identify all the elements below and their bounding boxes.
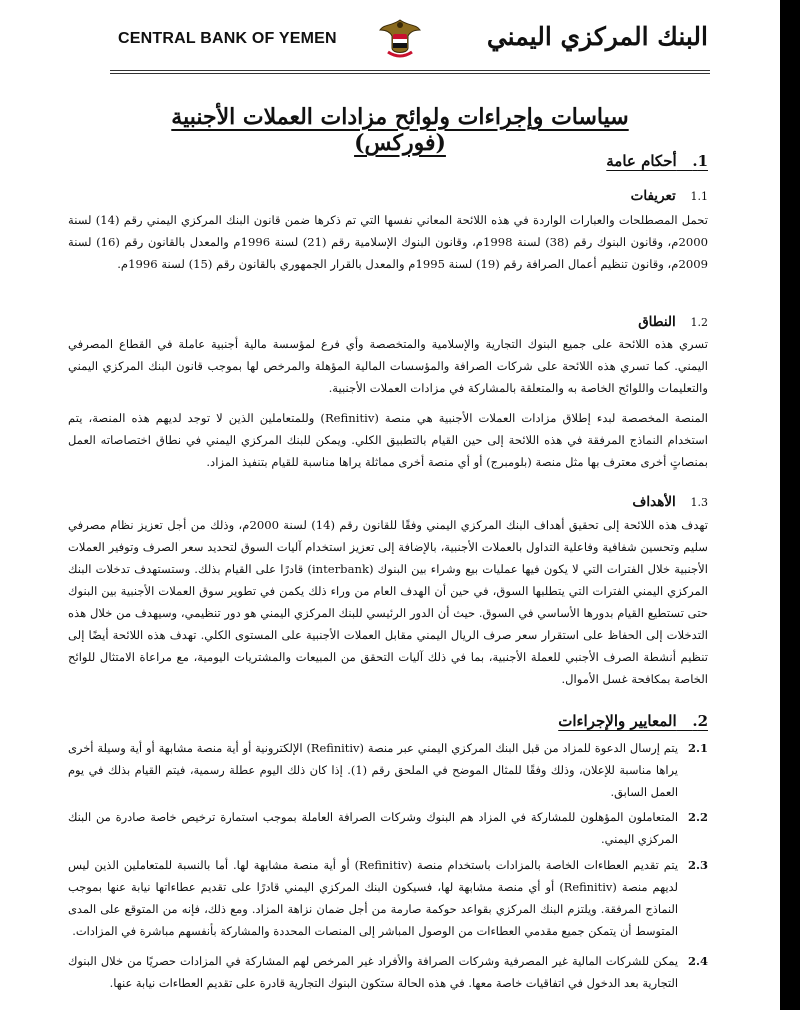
header-divider [110,70,710,71]
paragraph-scope-2: المنصة المخصصة لبدء إطلاق مزادات العملات الأجنبية هي منصة (Refinitiv) وللمتعاملين الذين لا توجد لديهم هذه المنصة، يتم استخدام النماذج المرفقة في هذه اللائحة إلى حين القيام بالتطبيق الكلي. ويمكن للبنك المركزي اليمني في نطاق اختصاصاته العمل بمنصاتٍ أخرى معترف بها مثل منصة (بلومبرج) أو أي منصة أخرى مماثلة يراها مناسبة للقيام بتنفيذ المزاد. [68,411,709,469]
paragraph-objectives: تهدف هذه اللائحة إلى تحقيق أهداف البنك المركزي اليمني وفقًا للقانون رقم (14) لسنة 2000م، وذلك من أجل تعزيز نظام مصرفي سليم وتحسين شفافية وفاعلية التداول بالعملات الأجنبية، بالإضافة إلى تعزيز استخدام آليات السوق لتحديد سعر الصرف وتوفير العملات الأجنبية خلال الفترات التي لا يكون فيها عمليات بيع وشراء بين البنوك (interbank) قادرًا على القيام بذلك. وستستهدف تدخلات البنك المركزي اليمني الفترات التي يتطلبها السوق، في حين أن الهدف العام من وراء ذلك يكمن في تطوير سوق العملات الأجنبية بين البنوك حتى تستطيع القيام بدورها الأساسي في السوق. حيث أن الدور الرئيسي للبنك المركزي اليمني هو دور تنظيمي، وسيهدف من خلال هذه التدخلات إلى الحفاظ على استقرار سعر صرف الريال اليمني مقابل العملات الأجنبية على المستوى الكلي. تهدف هذه اللائحة أيضًا إلى تنظيم أنشطة الصرف الأجنبي للعملة الأجنبية، بما في ذلك آليات التحقق من المبيعات والمشتريات اليومية، مع مراعاة الامتثال للوائح الخاصة بمكافحة غسل الأموال. [68,518,708,686]
item-text: يتم تقديم العطاءات الخاصة بالمزادات باستخدام منصة (Refinitiv) أو أية منصة مشابهة لها. أما بالنسبة للمتعاملين الذين ليس لديهم منصة (Refinitiv) أو أي منصة مشابهة لها، فسيكون البنك المركزي اليمني قادرًا على تقديم عطاءاتها نيابة عنها بموجب النماذج المرفقة. ويلتزم البنك المركزي بقواعد حوكمة صارمة من أجل ضمان نزاهة المزاد. ومع ذلك، فإنه من المتوقع على المدى المتوسط أن يتمكن جميع مقدمي العطاءات من الوصول المباشر إلى المنصات المحددة والمشاركة بأنفسهم مباشرة في المزادات. [68,858,678,938]
section-2-heading [558,712,708,730]
header-arabic-name: البنك المركزي اليمني [486,22,708,51]
document-title: سياسات وإجراءات ولوائح مزادات العملات الأجنبية (فوركس) [171,104,629,156]
subsection-1-2-heading [638,314,708,330]
paragraph-definitions: تحمل المصطلحات والعبارات الواردة في هذه اللائحة المعاني نفسها التي تم ذكرها ضمن قانون البنك المركزي اليمني رقم (14) لسنة 2000م، وقانون البنوك رقم (38) لسنة 1998م، وقانون البنوك الإسلامية رقم (21) لسنة 1996م والمعدل بالقانون رقم (16) لسنة 2009م، وقانون تنظيم أعمال الصرافة رقم (19) لسنة 1995م والمعدل بالقرار الجمهوري بالقانون رقم (15) لسنة 1996م. [68,213,708,271]
subsection-1-3-heading [632,494,708,510]
section-title: المعايير والإجراءات [558,712,677,730]
section-1-heading [606,152,708,170]
list-item [68,806,708,850]
item-number: 2.4 [687,954,708,968]
section-number: 2. [692,712,708,730]
item-text: يتم إرسال الدعوة للمزاد من قبل البنك المركزي اليمني عبر منصة (Refinitiv) الإلكترونية أو أية منصة مشابهة أو أية وسيلة أخرى يراها مناسبة للإعلان، وذلك وفقًا للمثال الموضح في الملحق رقم (1). إذا كان ذلك اليوم عطلة رسمية، فيتم القيام بذلك في يوم العمل السابق. [68,741,678,799]
paragraph-scope-1: تسري هذه اللائحة على جميع البنوك التجارية والإسلامية والمتخصصة وأي فرع لمؤسسة مالية أجنبية عاملة في القطاع المصرفي اليمني. كما تسري هذه اللائحة على شركات الصرافة والمؤسسات المالية المؤهلة والمرخص لها بموجب قانون البنك المركزي اليمني والتعليمات واللوائح الخاصة به والمتعلقة بالمشاركة في مزادات العملات الأجنبية. [68,337,708,395]
list-item [68,854,708,942]
subsection-title: الأهداف [632,494,676,510]
item-text: المتعاملون المؤهلون للمشاركة في المزاد هم البنوك وشركات الصرافة العاملة بموجب استمارة ترخيص خاصة صادرة من البنك المركزي اليمني. [68,810,678,846]
subsection-title: تعريفات [630,188,676,204]
item-number: 2.3 [687,858,708,872]
section-title: أحكام عامة [606,152,677,170]
list-item [68,950,708,994]
yemen-emblem-icon [378,16,422,62]
subsection-number: 1.2 [690,316,708,329]
item-number: 2.2 [687,810,708,824]
viewer-edge [780,0,800,1010]
list-item [68,737,708,803]
header-english-name: CENTRAL BANK OF YEMEN [118,30,337,47]
section-number: 1. [692,152,708,170]
subsection-number: 1.3 [690,496,708,509]
item-number: 2.1 [687,741,708,755]
header-divider-2 [110,73,710,74]
subsection-1-1-heading [631,188,708,204]
item-text: يمكن للشركات المالية غير المصرفية وشركات الصرافة والأفراد غير المرخص لهم المشاركة في المزادات حصريًا من خلال البنوك التجارية بعد الدخول في اتفاقيات خاصة معها. في هذه الحالة ستكون البنوك التجارية قادرة على تقديم العطاءات نيابة عنها. [68,954,678,990]
subsection-title: النطاق [638,314,676,330]
subsection-number: 1.1 [690,190,708,203]
